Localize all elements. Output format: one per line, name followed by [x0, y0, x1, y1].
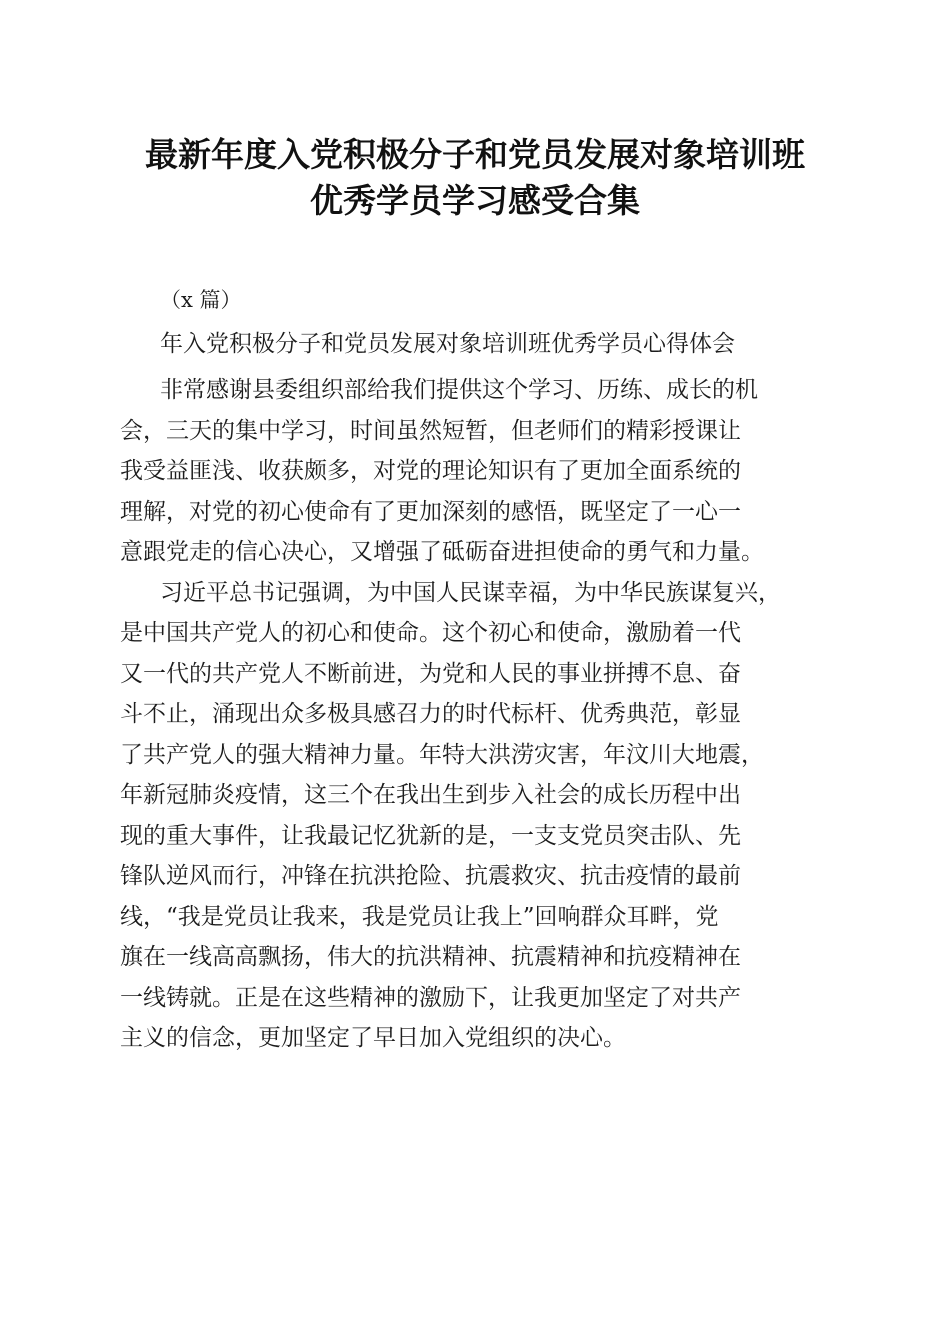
- title-line-2: 优秀学员学习感受合集: [310, 181, 640, 220]
- paragraph-line: 斗不止，涌现出众多极具感召力的时代标杆、优秀典范，彰显: [120, 701, 741, 727]
- pian-label: （x 篇）: [160, 288, 242, 312]
- paragraph-line: 锋队逆风而行，冲锋在抗洪抢险、抗震救灾、抗击疫情的最前: [120, 863, 741, 889]
- paragraph-line: 现的重大事件，让我最记忆犹新的是，一支支党员突击队、先: [120, 822, 741, 849]
- paragraph-line: 又一代的共产党人不断前进，为党和人民的事业拼搏不息、奋: [120, 660, 741, 687]
- paragraph-line: 了共产党人的强大精神力量。年特大洪涝灾害，年汶川大地震，: [120, 741, 764, 768]
- paragraph-line: 一线铸就。正是在这些精神的激励下，让我更加坚定了对共产: [120, 984, 741, 1011]
- article-subtitle: 年入党积极分子和党员发展对象培训班优秀学员心得体会: [160, 331, 735, 357]
- paragraph-1: [120, 370, 832, 573]
- document-body: [120, 282, 832, 1059]
- paragraph-line: 意跟党走的信心决心，又增强了砥砺奋进担使命的勇气和力量。: [120, 539, 764, 565]
- paragraph-line: 主义的信念，更加坚定了早日加入党组织的决心。: [120, 1025, 626, 1051]
- title-line-1: 最新年度入党积极分子和党员发展对象培训班: [145, 135, 805, 174]
- paragraph-line: 我受益匪浅、收获颇多，对党的理论知识有了更加全面系统的: [120, 458, 741, 484]
- paragraph-line: 理解，对党的初心使命有了更加深刻的感悟，既坚定了一心一: [120, 498, 741, 525]
- paragraph-line: 线，“我是党员让我来，我是党员让我上”回响群众耳畔，党: [120, 903, 719, 930]
- paragraph-line: 会，三天的集中学习，时间虽然短暂，但老师们的精彩授课让: [120, 417, 741, 444]
- paragraph-line: 是中国共产党人的初心和使命。这个初心和使命，激励着一代: [120, 620, 741, 646]
- paragraph-line: 习近平总书记强调，为中国人民谋幸福，为中华民族谋复兴，: [160, 579, 781, 606]
- paragraph-line: 非常感谢县委组织部给我们提供这个学习、历练、成长的机: [160, 377, 758, 403]
- document-title: [0, 132, 950, 224]
- paragraph-2: [120, 573, 832, 1059]
- paragraph-line: 年新冠肺炎疫情，这三个在我出生到步入社会的成长历程中出: [120, 782, 741, 808]
- paragraph-line: 旗在一线高高飘扬，伟大的抗洪精神、抗震精神和抗疫精神在: [120, 944, 741, 970]
